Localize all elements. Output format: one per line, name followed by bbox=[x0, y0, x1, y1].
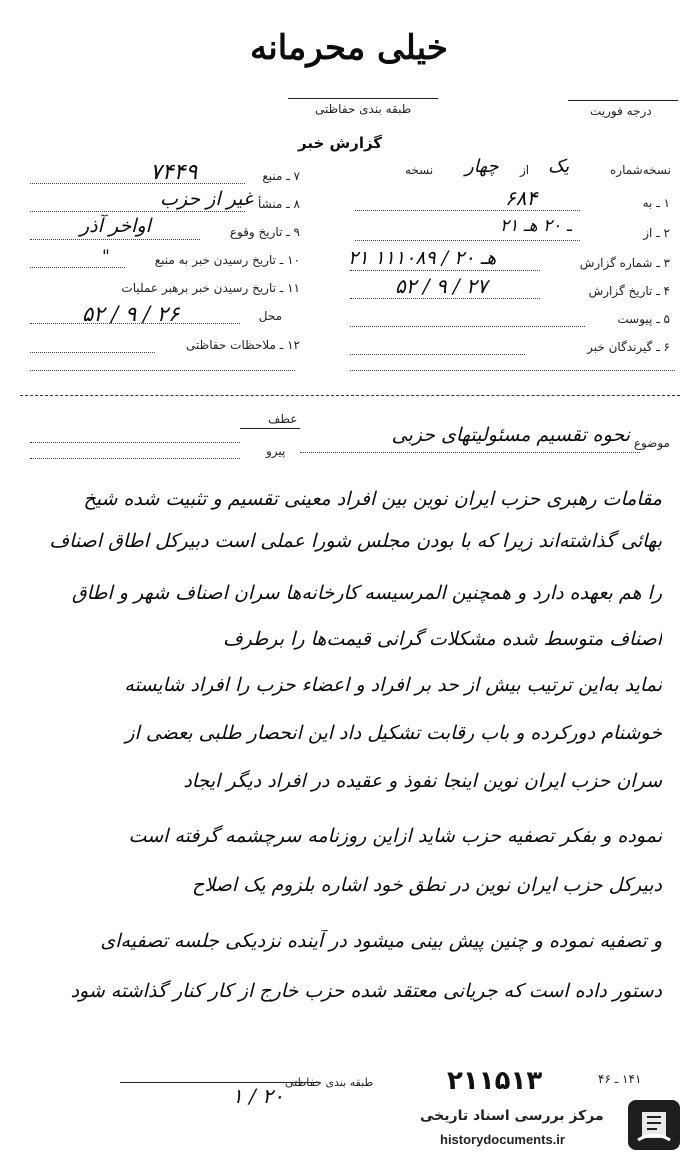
subject-label: موضوع bbox=[633, 436, 670, 450]
field-attachment-dots bbox=[350, 326, 585, 327]
section-divider bbox=[20, 395, 680, 396]
body-line: نموده و بفکر تصفیه حزب شاید ازاین روزنامه سرچشمه گرفته است bbox=[128, 825, 662, 847]
subject-dots bbox=[300, 452, 640, 453]
copy-value: یک bbox=[548, 156, 570, 177]
extra-dots-line-right bbox=[350, 370, 675, 371]
archive-logo-icon bbox=[628, 1100, 680, 1150]
footer-classification-label: طبقه بندی حفاظتی bbox=[285, 1076, 374, 1089]
field-received-by-source-value: " bbox=[102, 247, 110, 267]
field-source-dots bbox=[30, 183, 245, 184]
field-origin-dots bbox=[30, 211, 245, 212]
body-line: نماید به‌این ‌ترتیب بیش از حد بر افراد و اعضاء حزب را افراد شایسته bbox=[124, 674, 662, 696]
field-report-date-value: ۵۲ / ۹ / ۲۷ bbox=[395, 274, 488, 298]
urgency-label: درجه فوریت bbox=[590, 104, 652, 118]
peyro-label: پیرو bbox=[266, 444, 286, 458]
field-received-by-leader-label: ۱۱ ـ تاریخ رسیدن خبر برهبر عملیات bbox=[121, 281, 300, 295]
field-occurrence-date-dots bbox=[30, 239, 200, 240]
classification-stamp: خیلی محرمانه bbox=[250, 28, 448, 68]
field-to-dots bbox=[355, 210, 580, 211]
field-security-notes-dots bbox=[30, 352, 155, 353]
field-place-dots bbox=[30, 323, 240, 324]
watermark-title: مرکز بررسی اسناد تاریخی bbox=[420, 1108, 604, 1124]
field-source-value: ۷۴۴۹ bbox=[150, 160, 198, 185]
field-from-value: ۲۱ ـ ۲۰ هـ bbox=[500, 216, 572, 236]
field-to-label: ۱ ـ به bbox=[642, 196, 670, 210]
field-origin-label: ۸ ـ منشأ bbox=[257, 197, 300, 211]
urgency-underline bbox=[568, 100, 678, 101]
subject-value: نحوه تقسیم مسئولیتهای حزبی bbox=[391, 424, 630, 446]
body-line: خوشنام دورکرده و باب رقابت تشکیل داد این انحصار طلبی بعضی از bbox=[125, 722, 662, 744]
doc-number: ۲۱۱۵۱۳ bbox=[447, 1066, 543, 1096]
field-received-by-source-label: ۱۰ ـ تاریخ رسیدن خبر به منبع bbox=[154, 253, 300, 267]
field-report-date-label: ۴ ـ تاریخ گزارش bbox=[588, 284, 670, 298]
field-recipients-dots bbox=[350, 354, 525, 355]
field-place-value: ۵۲ / ۹ / ۲۶ bbox=[82, 302, 180, 326]
atf-dots bbox=[30, 442, 240, 443]
body-line: دستور داده است که جریانی معتقد شده حزب خارج از کار کنار گذاشته شود bbox=[70, 980, 662, 1002]
of-value: چهار bbox=[465, 156, 499, 177]
field-report-number-dots bbox=[350, 270, 540, 271]
field-report-date-dots bbox=[350, 298, 540, 299]
body-line: مقامات رهبری حزب ایران نوین بین افراد معینی تقسیم و تثبیت شده شیخ bbox=[83, 488, 662, 510]
field-recipients-label: ۶ ـ گیرندگان خبر bbox=[587, 340, 670, 354]
body-line: دبیرکل حزب ایران نوین در نطق خود اشاره بلزوم یک اصلاح bbox=[192, 874, 662, 896]
copy-label: نسخه‌شماره bbox=[610, 163, 671, 177]
extra-dots-line bbox=[30, 370, 295, 371]
field-to-value: ۶۸۴ bbox=[505, 186, 538, 210]
body-line: بهائی گذاشته‌اند زیرا که با بودن مجلس شورا عملی است دبیرکل اطاق اصناف bbox=[49, 530, 662, 552]
field-from-dots bbox=[355, 240, 580, 241]
field-report-number-label: ۳ ـ شماره گزارش bbox=[579, 256, 670, 270]
field-attachment-label: ۵ ـ پیوست bbox=[617, 312, 670, 326]
classification-underline bbox=[288, 98, 438, 99]
field-place-label: محل bbox=[258, 309, 282, 323]
field-security-notes-label: ۱۲ ـ ملاحظات حفاظتی bbox=[186, 338, 300, 352]
watermark-url[interactable]: historydocuments.ir bbox=[440, 1132, 565, 1147]
footer-handwritten: ۱ / ۲۰ bbox=[232, 1084, 284, 1108]
field-occurrence-date-label: ۹ ـ تاریخ وقوع bbox=[229, 225, 300, 239]
peyro-dots bbox=[30, 458, 240, 459]
body-line: و تصفیه نموده و چنین پیش بینی میشود در آینده نزدیکی جلسه تصفیه‌ای bbox=[100, 930, 662, 952]
body-line: را هم بعهده دارد و همچنین المرسیسه کارخانه‌ها سران اصناف شهر و اطاق bbox=[71, 582, 662, 604]
of-label: از bbox=[520, 163, 530, 177]
body-line: سران حزب ایران نوین اینجا نفوذ و عقیده در افراد دیگر ایجاد bbox=[183, 770, 662, 792]
field-received-by-source-dots bbox=[30, 267, 125, 268]
form-code: ۱۴۱ ـ ۴۶ bbox=[598, 1072, 642, 1086]
field-from-label: ۲ ـ از bbox=[643, 226, 670, 240]
atf-rule bbox=[240, 428, 300, 429]
copies-label: نسخه bbox=[405, 163, 434, 177]
field-origin-value: غیر از حزب bbox=[160, 188, 253, 210]
field-source-label: ۷ ـ منبع bbox=[262, 169, 300, 183]
atf-label: عطف bbox=[268, 412, 298, 426]
page-title: گزارش خبر bbox=[298, 134, 383, 152]
classification-label: طبقه بندی حفاظتی bbox=[315, 102, 412, 116]
field-report-number-value: ۲۱ هـ ۲۰ / ۱۱۱۰۸۹ bbox=[348, 247, 497, 269]
field-occurrence-date-value: اواخر آذر bbox=[80, 215, 151, 237]
body-line: اصناف متوسط شده مشکلات گرانی قیمت‌ها را برطرف bbox=[222, 628, 662, 650]
